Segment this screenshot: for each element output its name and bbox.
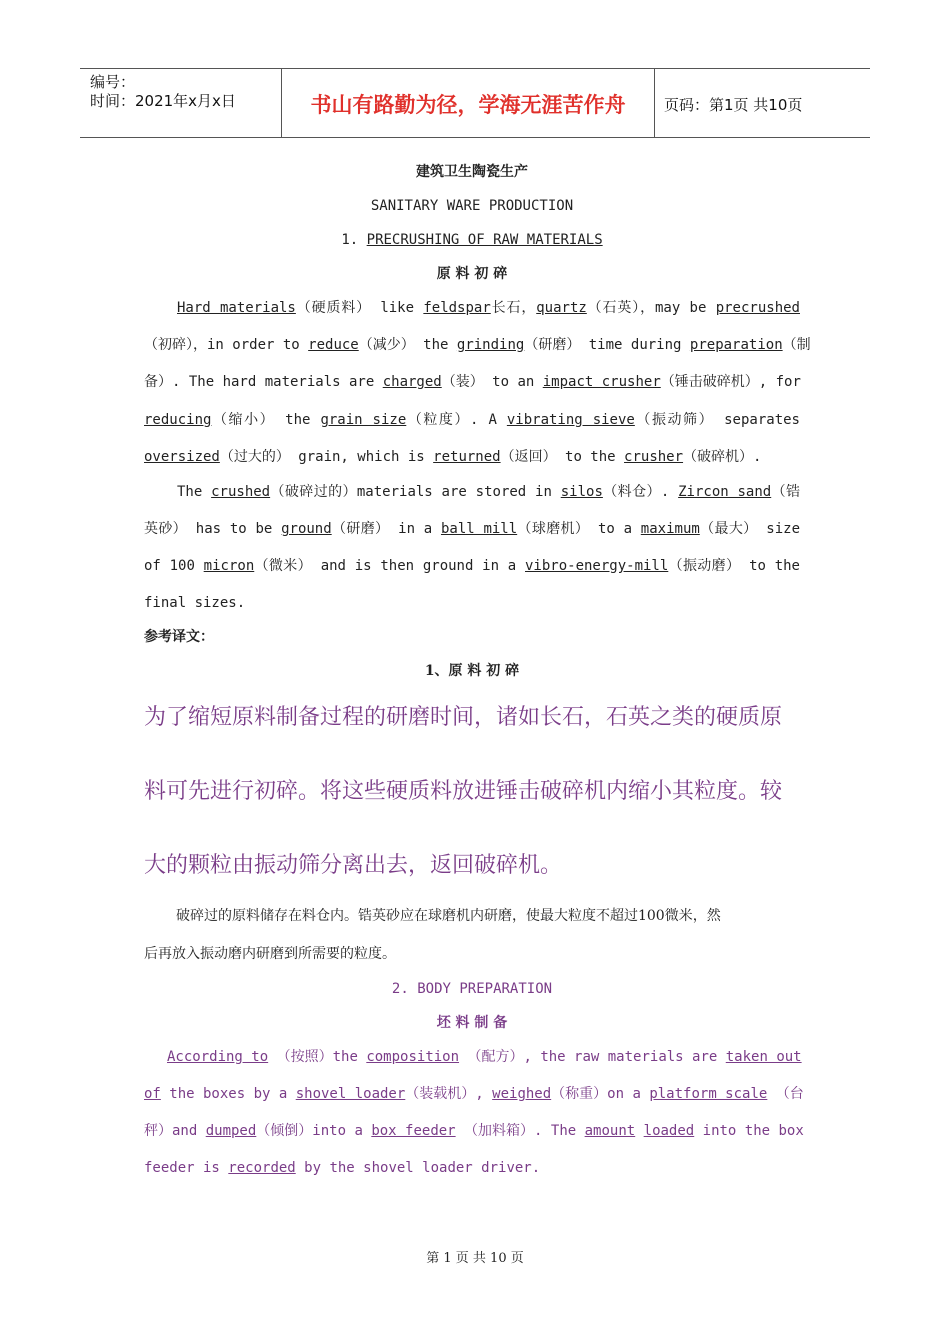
term-underlined: crusher <box>624 449 684 465</box>
term-underlined: feldspar <box>423 300 491 316</box>
s2p-line <box>144 1084 804 1104</box>
term-underlined: impact crusher <box>542 374 661 390</box>
section2-heading-cn: 坯 料 制 备 <box>436 1015 508 1031</box>
section1-number: 1. <box>341 232 367 248</box>
text-segment: （破碎过的）materials are stored in <box>270 484 561 500</box>
text-segment: （制 <box>782 337 811 353</box>
doc-number-label: 编号： <box>90 73 136 91</box>
text-segment: （加料箱）. The <box>455 1123 585 1139</box>
term-underlined: micron <box>203 558 255 574</box>
text-segment: （缩小） the <box>211 412 321 428</box>
text-segment: （微米） and is then ground in a <box>254 558 525 574</box>
term-underlined: taken out <box>725 1049 802 1065</box>
text-segment: （球磨机） to a <box>517 521 641 537</box>
term-underlined: grinding <box>456 337 525 353</box>
doc-time-label: 时间：2021年x月x日 <box>90 92 236 110</box>
text-segment: （配方）, the raw materials are <box>459 1049 726 1065</box>
term-underlined: precrushed <box>715 300 800 316</box>
term-underlined: ball mill <box>440 521 518 537</box>
text-segment: （硬质料） like <box>295 300 424 316</box>
text-segment: 备）. The hard materials are <box>144 374 383 390</box>
s1p1-line <box>177 298 800 318</box>
term-underlined: Hard materials <box>177 300 296 316</box>
term-underlined: ground <box>281 521 332 537</box>
translation-small-line-2: 后再放入振动磨内研磨到所需要的粒度。 <box>144 946 396 962</box>
term-underlined: platform scale <box>649 1086 768 1102</box>
term-underlined: vibrating sieve <box>506 412 635 428</box>
s2p-line <box>167 1047 800 1067</box>
text-segment: （锤击破碎机）, for <box>660 374 801 390</box>
term-underlined: vibro-energy-mill <box>525 558 669 574</box>
term-underlined: crushed <box>211 484 271 500</box>
text-segment: （研磨） in a <box>331 521 441 537</box>
text-segment: （倾倒）into a <box>256 1123 372 1139</box>
translation-line-3: 大的颗粒由振动筛分离出去，返回破碎机。 <box>144 853 563 878</box>
page-footer: 第 1 页 共 10 页 <box>426 1251 524 1266</box>
header-motto: 书山有路勤为径，学海无涯苦作舟 <box>310 93 626 117</box>
text-segment: （初碎），in order to <box>144 337 309 353</box>
text-segment: （减少） the <box>358 337 457 353</box>
text-segment: of 100 <box>144 558 204 574</box>
s1p1-line <box>144 410 800 430</box>
s1p2-line <box>144 519 800 539</box>
term-underlined: maximum <box>640 521 700 537</box>
header-left-cell <box>80 69 280 137</box>
term-underlined: amount <box>584 1123 636 1139</box>
text-segment: （锆 <box>771 484 801 500</box>
text-segment: The <box>177 484 212 500</box>
text-segment: by the shovel loader driver. <box>295 1160 541 1176</box>
section1-cn-heading: 1、原 料 初 碎 <box>424 663 520 679</box>
title-en: SANITARY WARE PRODUCTION <box>370 198 574 214</box>
text-segment: （称重）on a <box>551 1086 650 1102</box>
text-segment: （破碎机）. <box>683 449 762 465</box>
section1-heading-text: PRECRUSHING OF RAW MATERIALS <box>366 232 603 248</box>
s1p1-line <box>144 447 800 467</box>
text-segment: the boxes by a <box>160 1086 296 1102</box>
translation-small-line-1: 破碎过的原料储存在料仓内。锆英砂应在球磨机内研磨，使最大粒度不超过100微米，然 <box>176 908 721 924</box>
text-segment: 秤）and <box>144 1123 206 1139</box>
translation-line-2: 料可先进行初碎。将这些硬质料放进锤击破碎机内缩小其粒度。较 <box>144 779 783 804</box>
text-segment: （最大） size <box>699 521 800 537</box>
term-underlined: loaded <box>643 1123 695 1139</box>
term-underlined: grain size <box>320 412 407 428</box>
text-segment: （按照）the <box>268 1049 367 1065</box>
term-underlined: box feeder <box>371 1123 456 1139</box>
title-cn: 建筑卫生陶瓷生产 <box>416 164 528 180</box>
term-underlined: charged <box>382 374 442 390</box>
text-segment: （粒度）. A <box>406 412 507 428</box>
term-underlined: of <box>144 1086 161 1102</box>
text-segment: （研磨） time during <box>524 337 690 353</box>
term-underlined: weighed <box>492 1086 552 1102</box>
text-segment: 长石， <box>490 300 537 316</box>
text-segment: final sizes. <box>144 595 246 611</box>
term-underlined: returned <box>433 449 501 465</box>
text-segment: （过大的） grain, which is <box>219 449 434 465</box>
header-page-cell <box>654 69 870 137</box>
text-segment: （振动磨） to the <box>668 558 800 574</box>
term-underlined: Zircon sand <box>678 484 772 500</box>
text-segment: into the box <box>694 1123 804 1139</box>
s1p2-line <box>177 482 800 502</box>
section1-heading-en <box>144 230 800 250</box>
term-underlined: composition <box>366 1049 460 1065</box>
header-motto-cell <box>281 69 655 137</box>
term-underlined: dumped <box>205 1123 257 1139</box>
term-underlined: shovel loader <box>295 1086 406 1102</box>
text-segment: feeder is <box>144 1160 229 1176</box>
s1p2-line <box>144 556 800 576</box>
text-segment: 英砂） has to be <box>144 521 282 537</box>
s2p-line <box>144 1158 800 1178</box>
section1-heading-cn: 原 料 初 碎 <box>436 266 508 282</box>
text-segment: （返回） to the <box>500 449 625 465</box>
s2p-line <box>144 1121 804 1141</box>
term-underlined: According to <box>167 1049 269 1065</box>
text-segment: （装载机）, <box>405 1086 493 1102</box>
term-underlined: recorded <box>228 1160 296 1176</box>
text-segment: （料仓）. <box>602 484 679 500</box>
term-underlined: preparation <box>689 337 783 353</box>
header-table <box>80 68 870 138</box>
s1p1-line <box>144 372 800 392</box>
text-segment: （石英），may be <box>586 300 716 316</box>
header-page-label: 页码：第1页 共10页 <box>664 96 803 114</box>
text-segment: （台 <box>767 1086 804 1102</box>
s1p1-line <box>144 335 811 355</box>
term-underlined: reduce <box>308 337 359 353</box>
s1p2-line <box>144 593 800 613</box>
text-segment: （振动筛） separates <box>634 412 800 428</box>
term-underlined: oversized <box>144 449 220 465</box>
term-underlined: silos <box>560 484 603 500</box>
reference-translation-label: 参考译文： <box>144 629 214 645</box>
text-segment: （装） to an <box>441 374 543 390</box>
translation-line-1: 为了缩短原料制备过程的研磨时间，诸如长石，石英之类的硬质原 <box>144 705 783 730</box>
section2-heading-en: 2. BODY PREPARATION <box>391 981 553 997</box>
text-segment <box>635 1123 643 1139</box>
term-underlined: quartz <box>536 300 587 316</box>
term-underlined: reducing <box>144 412 212 428</box>
